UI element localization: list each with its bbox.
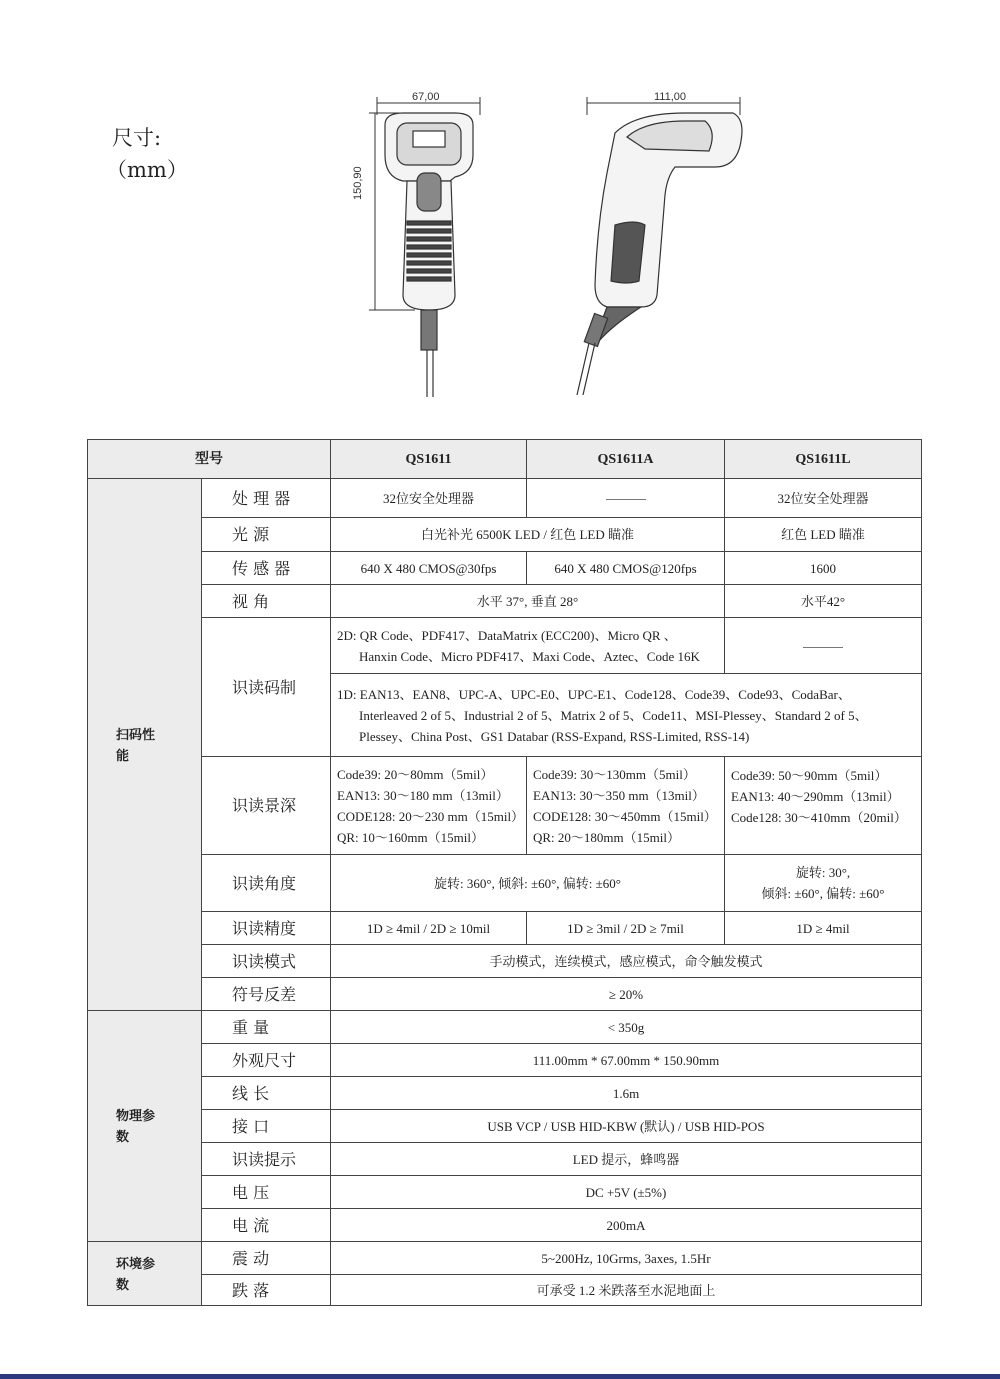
dof-line: CODE128: 30～450mm（15mil）	[533, 808, 717, 824]
cell: 水平42°	[725, 585, 922, 618]
cell: 旋转: 360°, 倾斜: ±60°, 偏转: ±60°	[331, 855, 725, 912]
header-model: 型号	[88, 440, 331, 479]
table-row	[88, 518, 922, 552]
dof-line: CODE128: 20～230 mm（15mil）	[337, 808, 525, 824]
cell: 640 X 480 CMOS@30fps	[331, 552, 527, 585]
table-row	[88, 1011, 922, 1044]
row-label: 识读码制	[202, 618, 331, 757]
scanner-drawing	[345, 85, 765, 405]
table-row	[88, 479, 922, 518]
cell-1d	[331, 674, 922, 757]
cell: 红色 LED 瞄准	[725, 518, 922, 552]
symb-1d-line1: 1D: EAN13、EAN8、UPC-A、UPC-E0、UPC-E1、Code128、Code39、Code93、CodaBar、	[337, 686, 851, 702]
cell: 1D ≥ 3mil / 2D ≥ 7mil	[527, 912, 725, 945]
cell: LED 提示，蜂鸣器	[331, 1143, 922, 1176]
row-label: 识读精度	[202, 912, 331, 945]
dof-line: Code39: 20～80mm（5mil）	[337, 766, 494, 782]
dof-line: QR: 10～160mm（15mil）	[337, 829, 484, 845]
header-qs1611a: QS1611A	[527, 440, 725, 479]
table-row	[88, 1110, 922, 1143]
row-label: 识读模式	[202, 945, 331, 978]
cell-readangle-3	[725, 855, 922, 912]
table-row	[88, 1143, 922, 1176]
dof-line: QR: 20～180mm（15mil）	[533, 829, 680, 845]
header-qs1611: QS1611	[331, 440, 527, 479]
dof-line: Code128: 30～410mm（20mil）	[731, 810, 907, 825]
table-row	[88, 1077, 922, 1110]
table-row	[88, 757, 922, 855]
dof-line: EAN13: 30～350 mm（13mil）	[533, 787, 705, 803]
row-label: 电 流	[202, 1209, 331, 1242]
row-label: 外观尺寸	[202, 1044, 331, 1077]
row-label: 符号反差	[202, 978, 331, 1011]
cell: 可承受 1.2 米跌落至水泥地面上	[331, 1275, 922, 1306]
row-label: 传 感 器	[202, 552, 331, 585]
dimension-label	[106, 122, 188, 186]
symb-1d-line2: Interleaved 2 of 5、Industrial 2 of 5、Matrix 2 of 5、Code11、MSI-Plessey、Standard 2 of 5、	[359, 707, 868, 723]
table-row	[88, 855, 922, 912]
readangle-line1: 旋转: 30°,	[795, 865, 851, 880]
cell: 1600	[725, 552, 922, 585]
cell: 水平 37°, 垂直 28°	[331, 585, 725, 618]
group-physical-label: 物理参数	[116, 1108, 156, 1144]
cell: USB VCP / USB HID-KBW (默认) / USB HID-POS	[331, 1110, 922, 1143]
table-row	[88, 1209, 922, 1242]
row-label: 重 量	[202, 1011, 331, 1044]
cell-empty	[725, 618, 922, 674]
row-label: 识读角度	[202, 855, 331, 912]
row-label: 线 长	[202, 1077, 331, 1110]
cell: 200mA	[331, 1209, 922, 1242]
dof-line: Code39: 50～90mm（5mil）	[731, 768, 888, 783]
group-physical	[88, 1011, 202, 1242]
group-scan	[88, 479, 202, 1011]
cell: 5~200Hz, 10Grms, 3axes, 1.5Hr	[331, 1242, 922, 1275]
row-label: 识读景深	[202, 757, 331, 855]
cell-dof-1	[331, 757, 527, 855]
group-env-label: 环境参数	[116, 1255, 156, 1292]
dimension-height: 150,90	[352, 166, 364, 200]
dimension-label-unit: （mm）	[106, 158, 188, 182]
row-label: 处 理 器	[202, 479, 331, 518]
cell: 手动模式，连续模式，感应模式，命令触发模式	[331, 945, 922, 978]
cell: DC +5V (±5%)	[331, 1176, 922, 1209]
table-row	[88, 1242, 922, 1275]
footer-bar	[0, 1374, 1000, 1379]
cell: 32位安全处理器	[725, 479, 922, 518]
cell-dof-2	[527, 757, 725, 855]
table-row	[88, 1275, 922, 1306]
dash	[803, 647, 843, 648]
cell: 1.6m	[331, 1077, 922, 1110]
cell: 32位安全处理器	[331, 479, 527, 518]
table-row	[88, 618, 922, 674]
header-qs1611l: QS1611L	[725, 440, 922, 479]
dof-line: EAN13: 40～290mm（13mil）	[731, 789, 900, 804]
table-row	[88, 1176, 922, 1209]
symb-1d-line3: Plessey、China Post、GS1 Databar (RSS-Expand, RSS-Limited, RSS-14)	[359, 728, 750, 744]
row-label: 震 动	[202, 1242, 331, 1275]
cell: ≥ 20%	[331, 978, 922, 1011]
table-row	[88, 585, 922, 618]
cell: 1D ≥ 4mil	[725, 912, 922, 945]
cell: < 350g	[331, 1011, 922, 1044]
dimension-label-title: 尺寸:	[112, 126, 162, 150]
table-row	[88, 1044, 922, 1077]
dimension-width: 67,00	[412, 91, 440, 103]
table-row	[88, 912, 922, 945]
row-label: 识读提示	[202, 1143, 331, 1176]
row-label: 视 角	[202, 585, 331, 618]
cell: 640 X 480 CMOS@120fps	[527, 552, 725, 585]
group-scan-label: 扫码性能	[116, 726, 156, 763]
dof-line: EAN13: 30～180 mm（13mil）	[337, 787, 509, 803]
readangle-line2: 倾斜: ±60°, 偏转: ±60°	[761, 886, 885, 901]
group-env	[88, 1242, 202, 1306]
symb-2d-line2: Hanxin Code、Micro PDF417、Maxi Code、Aztec、Code 16K	[359, 648, 700, 664]
cell-empty	[527, 479, 725, 518]
table-row	[88, 978, 922, 1011]
cell-dof-3	[725, 757, 922, 855]
table-row	[88, 552, 922, 585]
table-header-row	[88, 440, 922, 479]
dimension-length: 111,00	[654, 91, 687, 103]
cell: 111.00mm * 67.00mm * 150.90mm	[331, 1044, 922, 1077]
row-label: 接 口	[202, 1110, 331, 1143]
cell-2d	[331, 618, 725, 674]
row-label: 光 源	[202, 518, 331, 552]
row-label: 电 压	[202, 1176, 331, 1209]
cell: 白光补光 6500K LED / 红色 LED 瞄准	[331, 518, 725, 552]
spec-table	[87, 439, 922, 1306]
dash	[606, 499, 646, 500]
symb-2d-line1: 2D: QR Code、PDF417、DataMatrix (ECC200)、Micro QR 、	[337, 627, 677, 643]
table-row	[88, 945, 922, 978]
cell: 1D ≥ 4mil / 2D ≥ 10mil	[331, 912, 527, 945]
dof-line: Code39: 30～130mm（5mil）	[533, 766, 696, 782]
row-label: 跌 落	[202, 1275, 331, 1306]
